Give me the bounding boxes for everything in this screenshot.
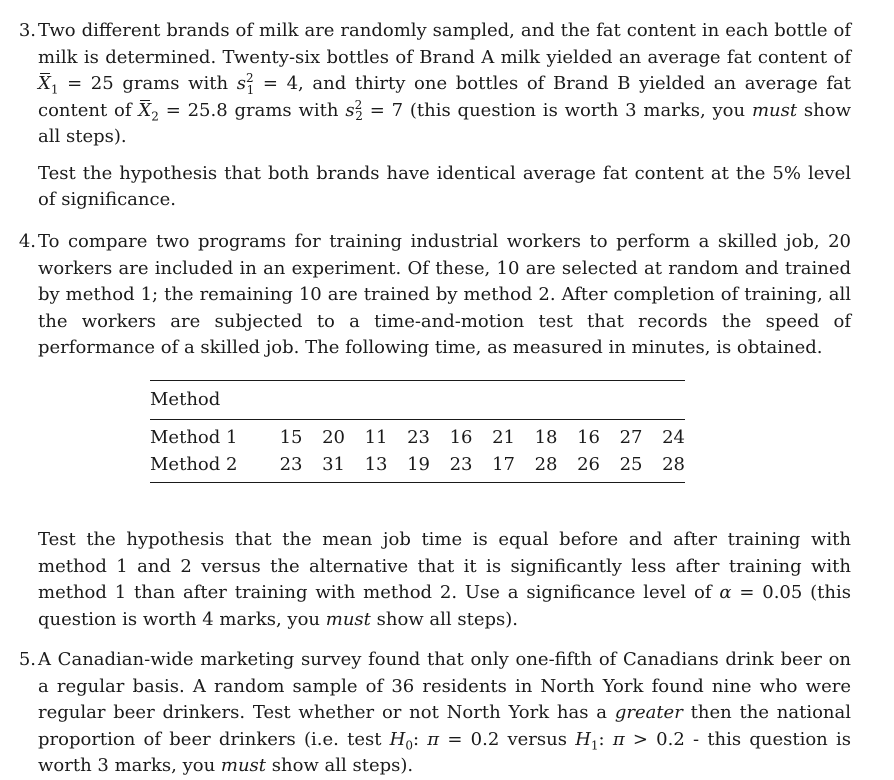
table-cell: 23 [388,420,431,452]
question-body [38,647,851,780]
question-4 [10,229,851,362]
question-paragraph [38,647,851,780]
row-label: Method 2 [150,451,260,483]
question-paragraph [38,527,851,633]
text-segment: : [413,728,428,750]
text-segment: Two different brands of milk are randomly sampled, and the fat content in each bottle of milk is determined. Twenty-six bottles of Brand A milk yielded an average fat content of [38,20,851,68]
table-cell: 11 [345,420,388,452]
row-label: Method 1 [150,420,260,452]
text-segment: = 4, and thirty one bottles of Brand B yielded an average fat content of [38,73,851,121]
table-cell: 28 [643,451,686,483]
text-segment: = 0.05 (this question is worth 4 marks, you [38,582,851,630]
math-subscript: 1 [590,738,599,753]
table-cell: 25 [600,451,643,483]
table-header: Method [150,381,260,420]
math-symbol: s [236,73,246,94]
math-superscript: 2 [354,97,363,112]
text-segment: show all steps). [266,755,414,776]
math-symbol: π [427,728,440,750]
table-cell: 31 [303,451,346,483]
question-paragraph [38,18,851,151]
question-number: 4. [18,231,36,252]
math-subscript: 2 [355,109,363,124]
table-cell: 15 [260,420,303,452]
question-body [38,229,851,362]
table-cell: 17 [473,451,516,483]
table-cell: 23 [430,451,473,483]
table-row [150,451,685,483]
text-segment: show all steps). [38,99,851,147]
math-superscript: 2 [245,71,254,85]
math-symbol: α [719,582,732,603]
question-body [38,18,851,214]
question-5 [10,647,851,780]
question-4-continued [10,527,851,633]
text-segment: = 0.2 versus [439,728,576,750]
table-row [150,420,685,452]
math-subscript: 2 [151,109,159,124]
text-segment: then the national proportion of beer drinkers (i.e. test [38,702,851,750]
question-3 [10,18,851,214]
emphasis: greater [614,702,683,723]
text-segment: show all steps). [370,608,519,630]
table-cell: 27 [600,420,643,452]
training-times-table [150,380,685,483]
emphasis: must [325,608,371,630]
table-cell: 26 [558,451,601,483]
text-segment: A Canadian-wide marketing survey found that only one-fifth of Canadians drink beer on a regular basis. A random sample of 36 residents in North York found nine who were regular beer drinkers. Test whether or not North York has a [38,649,851,723]
table-cell: 28 [515,451,558,483]
math-symbol: π [612,728,625,750]
text-segment: > 0.2 - this question is worth 3 marks, you [38,728,851,776]
question-paragraph: Test the hypothesis that both brands have identical average fat content at the 5% level of significance. [38,162,851,210]
math-xbar [138,98,151,125]
table-cell: 13 [345,451,388,483]
table-cell: 21 [473,420,516,452]
math-symbol: H [389,728,406,750]
question-number: 3. [18,20,36,41]
math-symbol: X [38,73,51,94]
math-xbar [38,71,51,98]
text-segment: Test the hypothesis that the mean job time is equal before and after training with method 1 and 2 versus the alternative that it is significantly less after training with method 1 than after training with method 2. Use a significance level of [38,529,851,603]
question-paragraph: To compare two programs for training industrial workers to perform a skilled job, 20 workers are included in an experiment. Of these, 10 are selected at random and trained by method 1; the remaining 10 are trained by method 2. After completion of training, all the workers are subjected to a time-and-motion test that records the speed of performance of a skilled job. The following time, as measured in minutes, is obtained. [38,231,851,358]
table-cell: 18 [515,420,558,452]
math-symbol: X [138,99,152,121]
question-body [38,527,851,633]
table-cell: 16 [558,420,601,452]
emphasis: must [751,99,798,121]
math-symbol: H [575,728,591,750]
table-cell: 19 [388,451,431,483]
math-subscript: 1 [246,82,255,97]
table-cell: 24 [643,420,686,452]
text-segment: = 25.8 grams with [158,99,346,121]
math-subscript: 1 [50,82,59,97]
table-cell: 16 [430,420,473,452]
math-subscript: 0 [405,738,414,753]
table-cell: 23 [260,451,303,483]
table-header-row [150,381,685,420]
text-segment: = 25 grams with [58,73,237,94]
text-segment: = 7 (this question is worth 3 marks, you [362,99,752,121]
question-number: 5. [18,649,36,670]
text-segment: : [598,728,613,750]
math-symbol: s [345,99,355,121]
table-cell: 20 [303,420,346,452]
emphasis: must [220,755,267,776]
